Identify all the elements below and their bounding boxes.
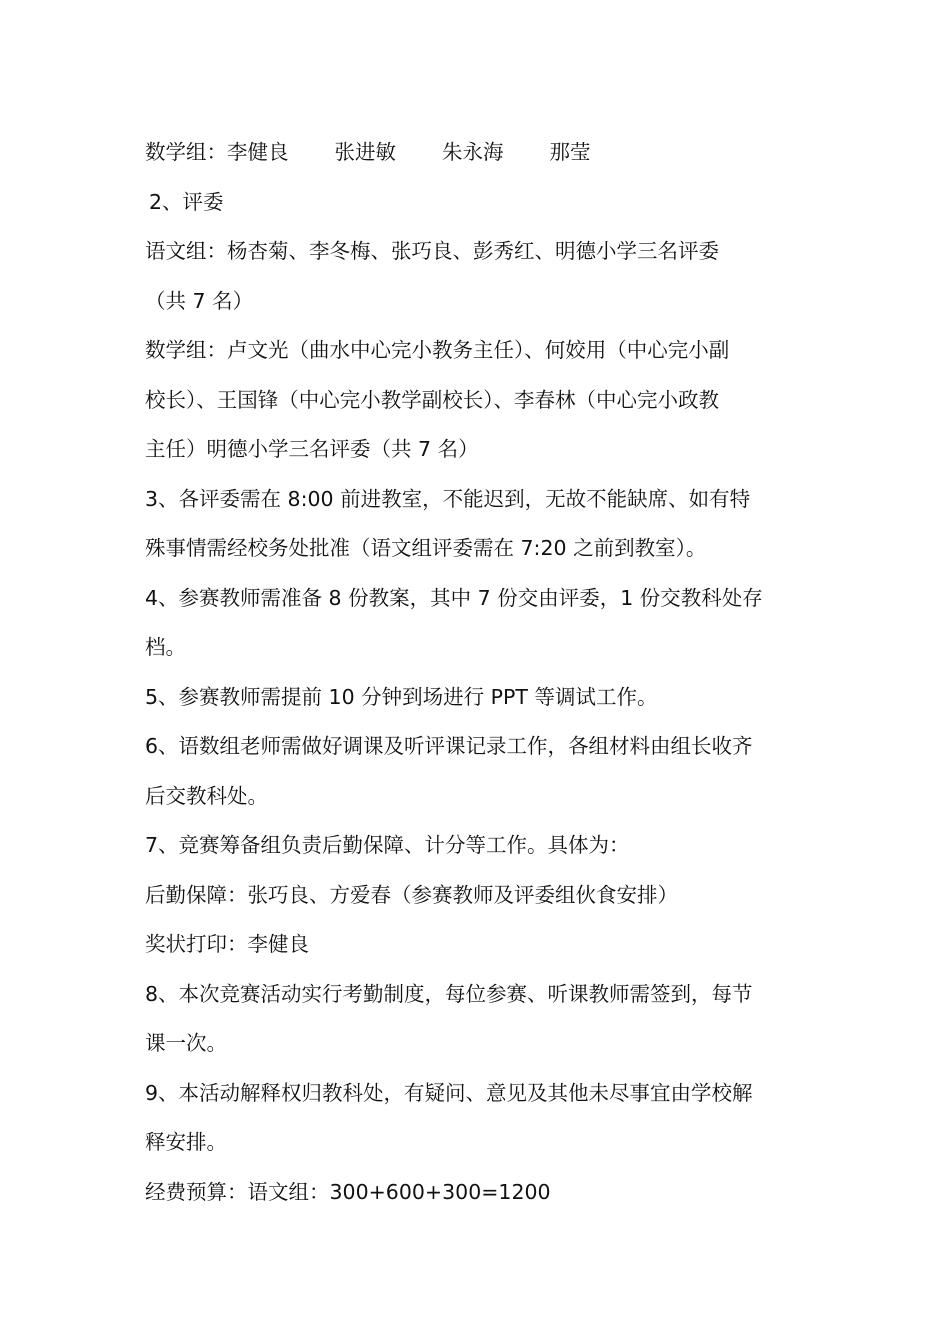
paragraph-line: 殊事情需经校务处批准（语文组评委需在 7:20 之前到教室）。 [145, 536, 707, 560]
paragraph-line: （共 7 名） [145, 288, 254, 313]
paragraph-line: 8、本次竞赛活动实行考勤制度，每位参赛、听课教师需签到，每节 [145, 981, 753, 1006]
math-group-label: 数学组： [145, 140, 227, 164]
math-group-members-line [145, 128, 810, 178]
paragraph-line: 3、各评委需在 8:00 前进教室，不能迟到，无故不能缺席、如有特 [145, 486, 751, 511]
paragraph-line: 5、参赛教师需提前 10 分钟到场进行 PPT 等调试工作。 [145, 684, 658, 709]
paragraph-line: 9、本活动解释权归教科处，有疑问、意见及其他未尽事宜由学校解 [145, 1080, 753, 1105]
paragraph-line: 语文组：杨杏菊、李冬梅、张巧良、彭秀红、明德小学三名评委 [145, 239, 719, 263]
paragraph-line: 后勤保障：张巧良、方爱春（参赛教师及评委组伙食安排） [145, 882, 678, 907]
paragraph-line: 课一次。 [145, 1031, 227, 1055]
paragraph-line: 校长）、王国锋（中心完小教学副校长）、李春林（中心完小政教 [145, 387, 719, 412]
member-name: 那莹 [549, 140, 591, 164]
member-name: 张进敏 [334, 140, 396, 164]
budget-line: 经费预算：语文组：300+600+300=1200 [145, 1179, 551, 1204]
paragraph-line: 7、竞赛筹备组负责后勤保障、计分等工作。具体为： [145, 833, 630, 857]
member-name: 李健良 [227, 140, 289, 164]
paragraph-line: 数学组：卢文光（曲水中心完小教务主任）、何姣用（中心完小副 [145, 338, 730, 362]
paragraph-line: 释安排。 [145, 1130, 227, 1154]
paragraph-line: 奖状打印：李健良 [145, 932, 309, 956]
member-name: 朱永海 [442, 140, 504, 164]
section-heading-judges: 2、评委 [149, 189, 224, 214]
paragraph-line: 4、参赛教师需准备 8 份教案，其中 7 份交由评委，1 份交教科处存 [145, 585, 763, 610]
paragraph-line: 后交教科处。 [145, 783, 268, 808]
paragraph-line: 主任）明德小学三名评委（共 7 名） [145, 437, 479, 461]
document-body [145, 128, 810, 1217]
paragraph-line: 档。 [145, 635, 186, 659]
paragraph-line: 6、语数组老师需做好调课及听评课记录工作，各组材料由组长收齐 [145, 734, 753, 758]
